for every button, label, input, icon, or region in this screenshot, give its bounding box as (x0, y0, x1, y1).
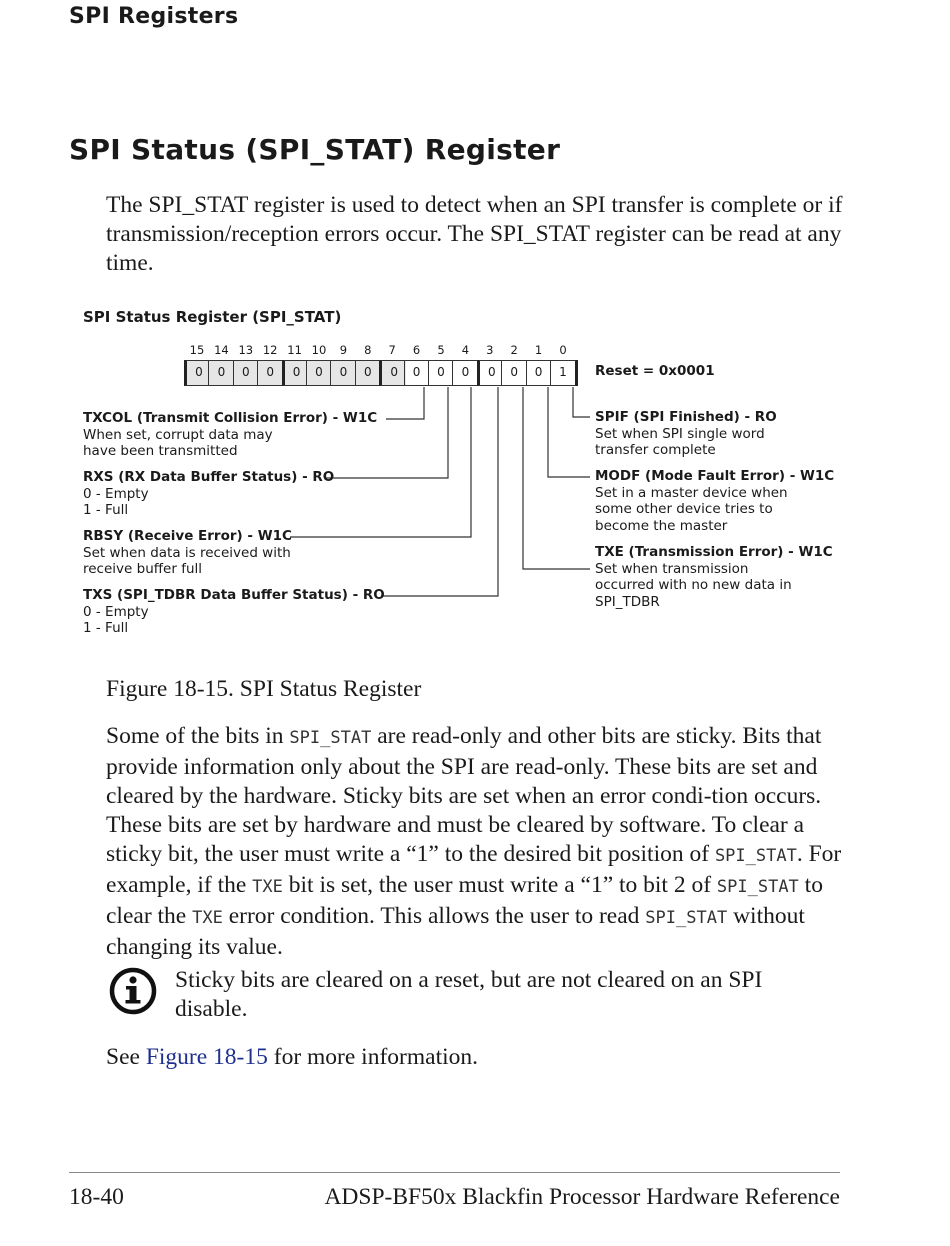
figure-caption: Figure 18-15. SPI Status Register (106, 676, 422, 702)
see-suffix: for more information. (267, 1044, 479, 1070)
bit-number: 9 (339, 343, 348, 357)
bit-cell: 0 (355, 360, 380, 386)
inline-code: TXE (192, 908, 223, 928)
inline-code: SPI_STAT (714, 846, 797, 866)
see-prefix: See (106, 1044, 146, 1070)
field-name: TXCOL (Transmit Collision Error) - W1C (83, 410, 378, 426)
paragraph-text: without changing its value. (106, 903, 805, 960)
bit-number: 5 (437, 343, 445, 357)
bit-number: 12 (262, 343, 278, 357)
reset-value: Reset = 0x0001 (595, 363, 715, 379)
field-name: SPIF (SPI Finished) - RO (595, 409, 777, 425)
leader-txcol (386, 387, 424, 419)
bit-number: 15 (189, 343, 205, 357)
bit-number: 11 (287, 343, 302, 357)
field-rxs (83, 469, 334, 519)
paragraph-text: Some of the bits in (106, 723, 290, 749)
field-desc: 0 - Empty (83, 485, 149, 502)
paragraph-text: bit is set, the user must write a “1” to bit 2 of (282, 872, 717, 898)
field-name: TXE (Transmission Error) - W1C (595, 544, 833, 560)
field-rbsy (83, 528, 292, 578)
bit-number: 0 (559, 343, 567, 357)
field-desc: become the master (595, 517, 728, 534)
field-txcol (83, 410, 377, 460)
body-paragraph (106, 722, 846, 962)
bit-cell: 0 (208, 360, 233, 386)
footer-rule (69, 1172, 840, 1173)
paragraph-text: are read-only and other bits are sticky. Bits that provide information only about the SPI are read-only. These bits are set and cleared by the hardware. Sticky bits are set when an error condi-tion occurs. These bits are set by hardware and must be cleared by software. To clear a sticky bit, the user must write a “1” to the desired bit position of (106, 723, 822, 867)
field-desc: have been transmitted (83, 443, 238, 459)
bit-cell: 1 (550, 360, 578, 386)
bit-number: 1 (534, 343, 543, 357)
bit-cell: 0 (184, 360, 211, 386)
paragraph-text: error condition. This allows the user to read (222, 903, 646, 929)
section-title: SPI Status (SPI_STAT) Register (69, 133, 561, 166)
bit-cell: 0 (477, 360, 504, 386)
field-desc: Set when data is received with (83, 544, 291, 561)
bit-cell: 0 (428, 360, 453, 386)
bit-number: 6 (412, 343, 421, 357)
field-txe (595, 544, 833, 610)
bit-cell: 0 (452, 360, 477, 386)
field-txs (83, 587, 385, 637)
inline-code: TXE (252, 877, 283, 897)
bit-cell: 0 (257, 360, 282, 386)
inline-code: SPI_STAT (645, 908, 728, 928)
note-text: Sticky bits are cleared on a reset, but are not cleared on an SPI disable. (175, 967, 763, 1022)
bit-cell: 0 (233, 360, 258, 386)
bit-number: 10 (311, 343, 327, 357)
field-desc: 1 - Full (83, 620, 129, 636)
see-also-paragraph (106, 1043, 846, 1072)
leader-txs (381, 387, 498, 596)
field-desc: Set when SPI single word (595, 425, 765, 442)
bit-number: 7 (388, 343, 396, 357)
info-icon (108, 966, 158, 1016)
field-spif (595, 409, 777, 459)
bit-number: 13 (238, 343, 254, 357)
bit-cell: 0 (330, 360, 355, 386)
register-figure (0, 300, 950, 650)
page-number: 18-40 (69, 1184, 124, 1210)
bit-cell: 0 (306, 360, 331, 386)
field-desc: 1 - Full (83, 502, 129, 518)
leader-txe (523, 387, 590, 569)
bit-number: 2 (510, 343, 518, 357)
bit-number: 8 (364, 343, 372, 357)
bit-cell: 0 (282, 360, 309, 386)
bit-number: 14 (214, 343, 229, 357)
inline-code: SPI_STAT (716, 877, 799, 897)
leader-modf (548, 387, 590, 477)
book-title: ADSP-BF50x Blackfin Processor Hardware Reference (324, 1184, 840, 1210)
field-desc: receive buffer full (83, 561, 203, 577)
field-name: RXS (RX Data Buffer Status) - RO (83, 469, 335, 485)
field-modf (595, 468, 834, 534)
field-desc: some other device tries to (595, 501, 773, 517)
intro-paragraph: The SPI_STAT register is used to detect when an SPI transfer is complete or if transmission/reception errors occur. The SPI_STAT register can be read at any time. (106, 192, 843, 276)
bit-cell: 0 (526, 360, 551, 386)
bit-cell: 0 (379, 360, 406, 386)
field-desc: SPI_TDBR (595, 593, 660, 610)
figure-link[interactable]: Figure 18-15 (145, 1044, 268, 1070)
inline-code: SPI_STAT (289, 728, 372, 748)
leader-spif (573, 387, 590, 417)
bit-number: 4 (461, 343, 470, 357)
bit-cell: 0 (404, 360, 429, 386)
field-desc: When set, corrupt data may (83, 426, 273, 443)
bit-cell: 0 (501, 360, 526, 386)
bit-number: 3 (486, 343, 494, 357)
field-desc: occurred with no new data in (595, 577, 792, 593)
paragraph-text: . For example, if the (106, 841, 842, 898)
field-name: MODF (Mode Fault Error) - W1C (595, 468, 835, 484)
field-desc: transfer complete (595, 442, 716, 458)
figure-title: SPI Status Register (SPI_STAT) (83, 308, 342, 326)
paragraph-text: to clear the (106, 872, 823, 929)
field-desc: Set in a master device when (595, 484, 788, 501)
running-head: SPI Registers (69, 4, 239, 29)
field-desc: Set when transmission (595, 560, 749, 577)
field-name: RBSY (Receive Error) - W1C (83, 528, 292, 544)
field-name: TXS (SPI_TDBR Data Buffer Status) - RO (83, 587, 385, 603)
field-desc: 0 - Empty (83, 603, 149, 620)
